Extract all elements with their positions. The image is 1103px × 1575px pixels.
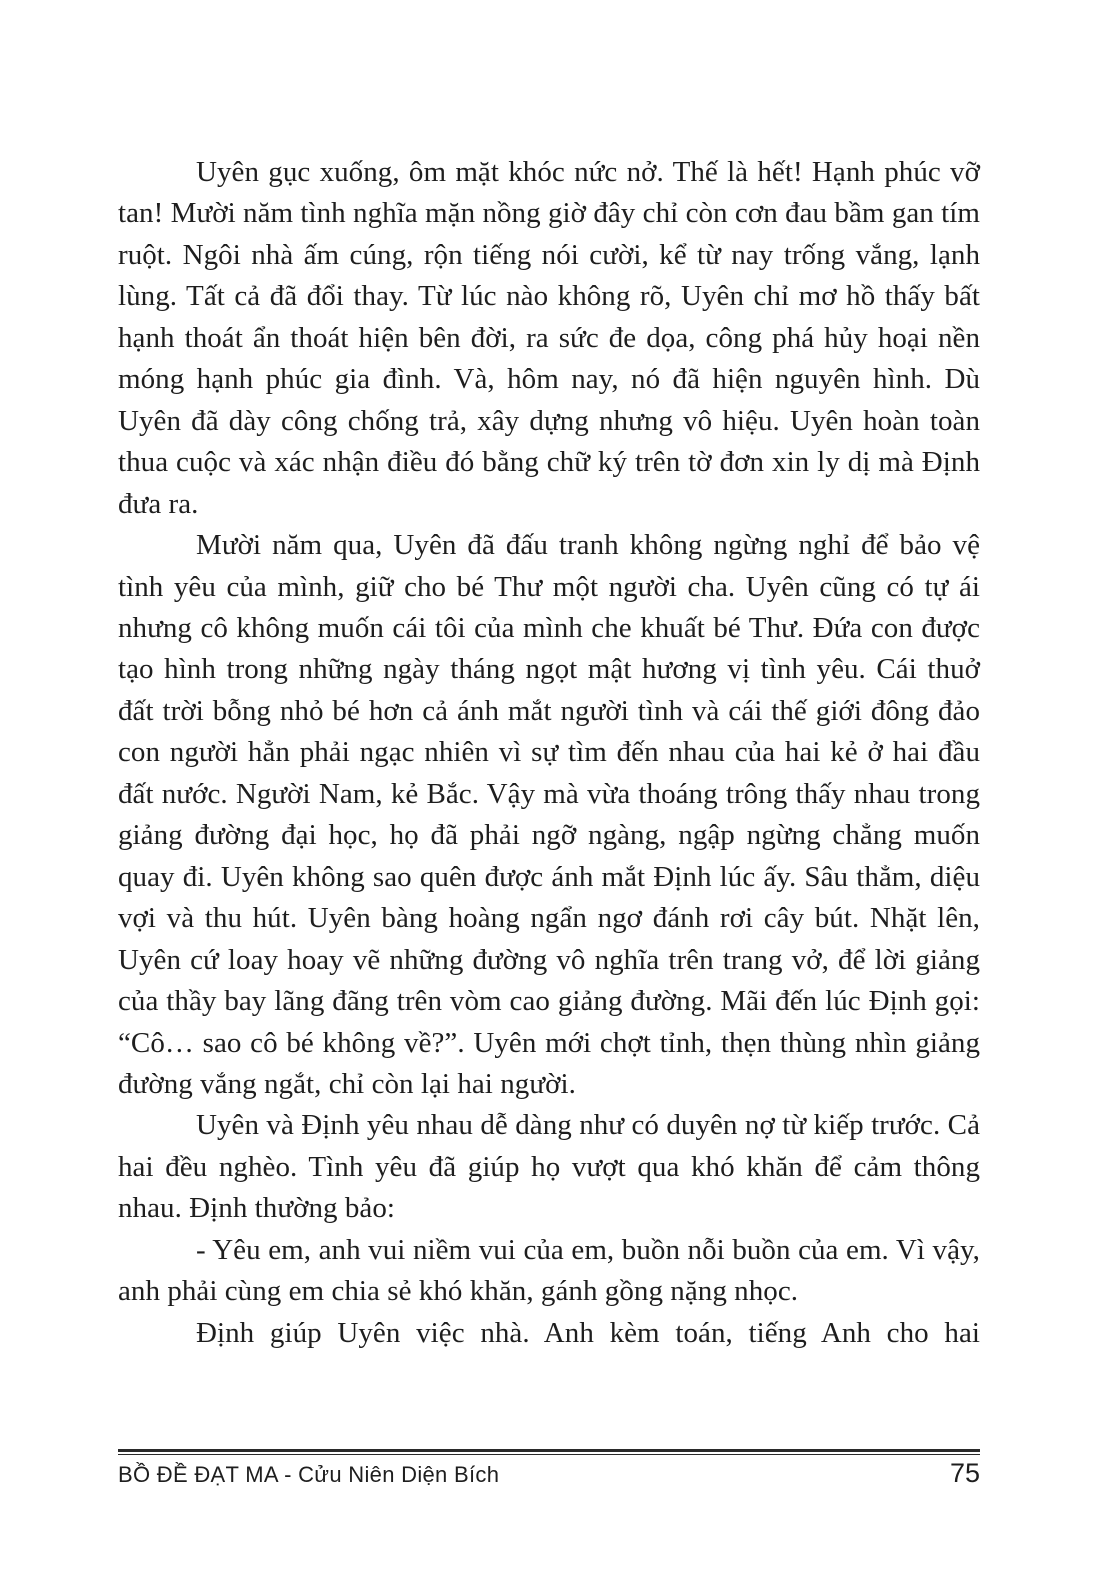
- paragraph-4-dialogue: - Yêu em, anh vui niềm vui của em, buồn nỗi buồn của em. Vì vậy, anh phải cùng em chia sẻ khó khăn, gánh gồng nặng nhọc.: [118, 1233, 980, 1308]
- paragraph-1: Uyên gục xuống, ôm mặt khóc nức nở. Thế là hết! Hạnh phúc vỡ tan! Mười năm tình nghĩa mặn nồng giờ đây chỉ còn cơn đau bầm gan tím ruột. Ngôi nhà ấm cúng, rộn tiếng nói cười, kể từ nay trống vắng, lạnh lùng. Tất cả đã đổi thay. Từ lúc nào không rõ, Uyên chỉ mơ hồ thấy bất hạnh thoát ẩn thoát hiện bên đời, ra sức đe dọa, công phá hủy hoại nền móng hạnh phúc gia đình. Và, hôm nay, nó đã hiện nguyên hình. Dù Uyên đã dày công chống trả, xây dựng nhưng vô hiệu. Uyên hoàn toàn thua cuộc và xác nhận điều đó bằng chữ ký trên tờ đơn xin ly dị mà Định đưa ra.: [118, 156, 980, 520]
- page-number: 75: [949, 1458, 980, 1488]
- page-body: [118, 152, 980, 1354]
- running-footer-title: BỒ ĐỀ ĐẠT MA - Cửu Niên Diện Bích: [118, 1462, 500, 1487]
- footer-divider: [118, 1449, 980, 1452]
- paragraph-2: Mười năm qua, Uyên đã đấu tranh không ngừng nghỉ để bảo vệ tình yêu của mình, giữ cho bé Thư một người cha. Uyên cũng có tự ái nhưng cô không muốn cái tôi của mình che khuất bé Thư. Đứa con được tạo hình trong những ngày tháng ngọt mật hương vị tình yêu. Cái thuở đất trời bỗng nhỏ bé hơn cả ánh mắt người tình và cái thế giới đông đảo con người hẳn phải ngạc nhiên vì sự tìm đến nhau của hai kẻ ở hai đầu đất nước. Người Nam, kẻ Bắc. Vậy mà vừa thoáng trông thấy nhau trong giảng đường đại học, họ đã phải ngỡ ngàng, ngập ngừng chẳng muốn quay đi. Uyên không sao quên được ánh mắt Định lúc ấy. Sâu thẳm, diệu vợi và thu hút. Uyên bàng hoàng ngẩn ngơ đánh rơi cây bút. Nhặt lên, Uyên cứ loay hoay vẽ những đường vô nghĩa trên trang vở, để lời giảng của thầy bay lãng đãng trên vòm cao giảng đường. Mãi đến lúc Định gọi: “Cô… sao cô bé không về?”. Uyên mới chợt tỉnh, thẹn thùng nhìn giảng đường vắng ngắt, chỉ còn lại hai người.: [118, 529, 980, 1100]
- paragraph-5: Định giúp Uyên việc nhà. Anh kèm toán, tiếng Anh cho hai: [196, 1316, 980, 1349]
- paragraph-3: Uyên và Định yêu nhau dễ dàng như có duyên nợ từ kiếp trước. Cả hai đều nghèo. Tình yêu đã giúp họ vượt qua khó khăn để cảm thông nhau. Định thường bảo:: [118, 1109, 980, 1225]
